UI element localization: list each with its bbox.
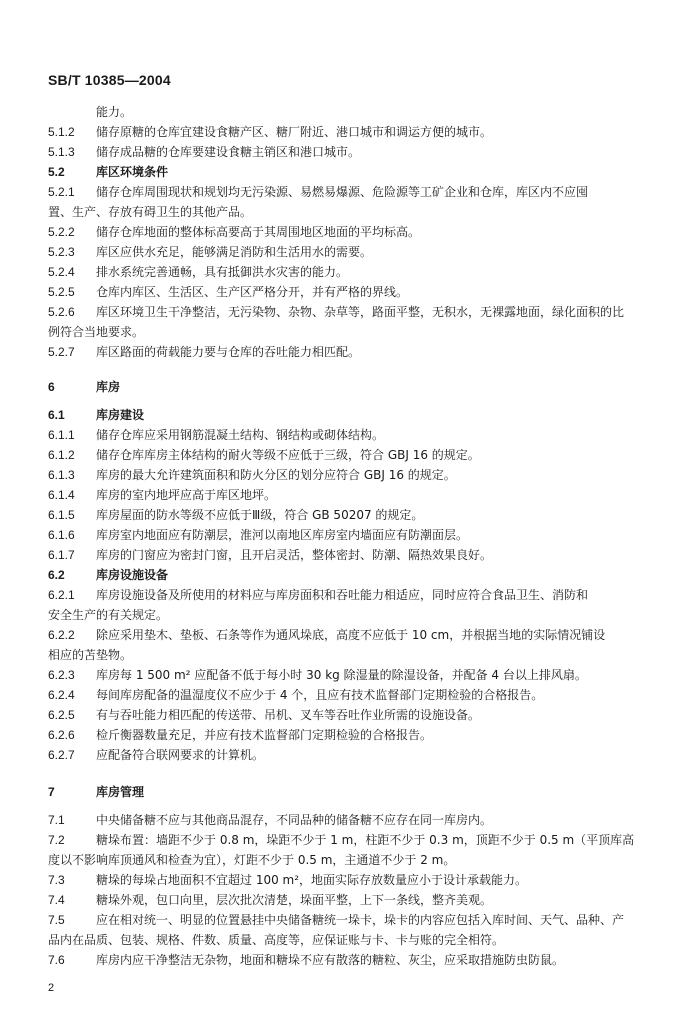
clause-5-2-6: 5.2.6 库区环境卫生干净整洁，无污染物、杂物、杂草等，路面平整，无积水，无裸露地面，绿化面积的比 — [48, 305, 625, 319]
section-heading-6-2: 6.2 库房设施设备 — [48, 568, 169, 582]
clause-6-1-6: 6.1.6 库房室内地面应有防潮层，淮河以南地区库房室内墙面应有防潮面层。 — [48, 528, 469, 542]
clause-6-1-7: 6.1.7 库房的门窗应为密封门窗，且开启灵活，整体密封、防潮、隔热效果良好。 — [48, 548, 493, 562]
clause-6-2-3: 6.2.3 库房每 1 500 m² 应配备不低于每小时 30 kg 除湿量的除湿设备，并配备 4 台以上排风扇。 — [48, 668, 587, 682]
chapter-heading-7: 7 库房管理 — [48, 785, 145, 799]
clause-5-2-7: 5.2.7 库区路面的荷载能力要与仓库的吞吐能力相匹配。 — [48, 345, 361, 359]
chapter-heading-6: 6 库房 — [48, 380, 121, 394]
document-code: SB/T 10385—2004 — [48, 72, 171, 88]
clause-7-5: 7.5 应在相对统一、明显的位置悬挂中央储备糖统一垛卡，垛卡的内容应包括入库时间、天气、品种、产 — [48, 913, 625, 927]
section-heading-5-2: 5.2 库区环境条件 — [48, 165, 169, 179]
clause-6-2-6: 6.2.6 检斤衡器数量充足，并应有技术监督部门定期检验的合格报告。 — [48, 728, 433, 742]
clause-6-1-4: 6.1.4 库房的室内地坪应高于库区地坪。 — [48, 488, 277, 502]
clause-7-2: 7.2 糖垛布置：墙距不少于 0.8 m，垛距不少于 1 m，柱距不少于 0.3 m，顶距不少于 0.5 m（平顶库高 — [48, 833, 635, 847]
text-line: 品内在品质、包装、规格、件数、质量、高度等，应保证账与卡、卡与账的完全相符。 — [48, 933, 505, 947]
clause-6-2-4: 6.2.4 每间库房配备的温湿度仪不应少于 4 个，且应有技术监督部门定期检验的合格报告。 — [48, 688, 544, 702]
clause-7-4: 7.4 糖垛外观，包口向里，层次批次清楚，垛面平整，上下一条线，整齐美观。 — [48, 893, 493, 907]
clause-6-1-1: 6.1.1 储存仓库应采用钢筋混凝土结构、钢结构或砌体结构。 — [48, 428, 385, 442]
clause-5-2-4: 5.2.4 排水系统完善通畅，具有抵御洪水灾害的能力。 — [48, 265, 349, 279]
clause-6-1-3: 6.1.3 库房的最大允许建筑面积和防火分区的划分应符合 GBJ 16 的规定。 — [48, 468, 456, 482]
clause-5-1-2: 5.1.2 储存原糖的仓库宜建设食糖产区、糖厂附近、港口城市和调运方便的城市。 — [48, 125, 493, 139]
section-heading-6-1: 6.1 库房建设 — [48, 408, 145, 422]
text-line: 安全生产的有关规定。 — [48, 608, 169, 622]
clause-5-2-1: 5.2.1 储存仓库周围现状和规划均无污染源、易燃易爆源、危险源等工矿企业和仓库，库区内不应囤 — [48, 185, 589, 199]
clause-5-2-5: 5.2.5 仓库内库区、生活区、生产区严格分开，并有严格的界线。 — [48, 285, 409, 299]
page-number: 2 — [48, 982, 55, 994]
clause-7-3: 7.3 糖垛的每垛占地面积不宜超过 100 m²，地面实际存放数量应小于设计承载能力。 — [48, 873, 528, 887]
text-line: 度以不影响库顶通风和检查为宜），灯距不少于 0.5 m，主通道不少于 2 m。 — [48, 853, 456, 867]
clause-6-2-1: 6.2.1 库房设施设备及所使用的材料应与库房面积和吞吐能力相适应，同时应符合食品卫生、消防和 — [48, 588, 589, 602]
clause-7-6: 7.6 库房内应干净整洁无杂物，地面和糖垛不应有散落的糖粒、灰尘，应采取措施防虫防鼠。 — [48, 953, 565, 967]
clause-5-2-3: 5.2.3 库区应供水充足，能够满足消防和生活用水的需要。 — [48, 245, 373, 259]
clause-6-1-5: 6.1.5 库房屋面的防水等级不应低于Ⅲ级，符合 GB 50207 的规定。 — [48, 508, 424, 522]
text-line: 例符合当地要求。 — [48, 325, 145, 339]
clause-6-2-7: 6.2.7 应配备符合联网要求的计算机。 — [48, 748, 265, 762]
clause-6-1-2: 6.1.2 储存仓库库房主体结构的耐火等级不应低于三级，符合 GBJ 16 的规定。 — [48, 448, 480, 462]
clause-6-2-5: 6.2.5 有与吞吐能力相匹配的传送带、吊机、叉车等吞吐作业所需的设施设备。 — [48, 708, 481, 722]
clause-5-2-2: 5.2.2 储存仓库地面的整体标高要高于其周围地区地面的平均标高。 — [48, 225, 421, 239]
clause-7-1: 7.1 中央储备糖不应与其他商品混存，不同品种的储备糖不应存在同一库房内。 — [48, 813, 493, 827]
text-line: 相应的苫垫物。 — [48, 648, 133, 662]
clause-5-1-3: 5.1.3 储存成品糖的仓库要建设食糖主销区和港口城市。 — [48, 145, 361, 159]
text-line: 能力。 — [96, 105, 133, 119]
text-line: 置、生产、存放有碍卫生的其他产品。 — [48, 205, 253, 219]
clause-6-2-2: 6.2.2 除应采用垫木、垫板、石条等作为通风垛底，高度不应低于 10 cm，并根据当地的实际情况铺设 — [48, 628, 606, 642]
